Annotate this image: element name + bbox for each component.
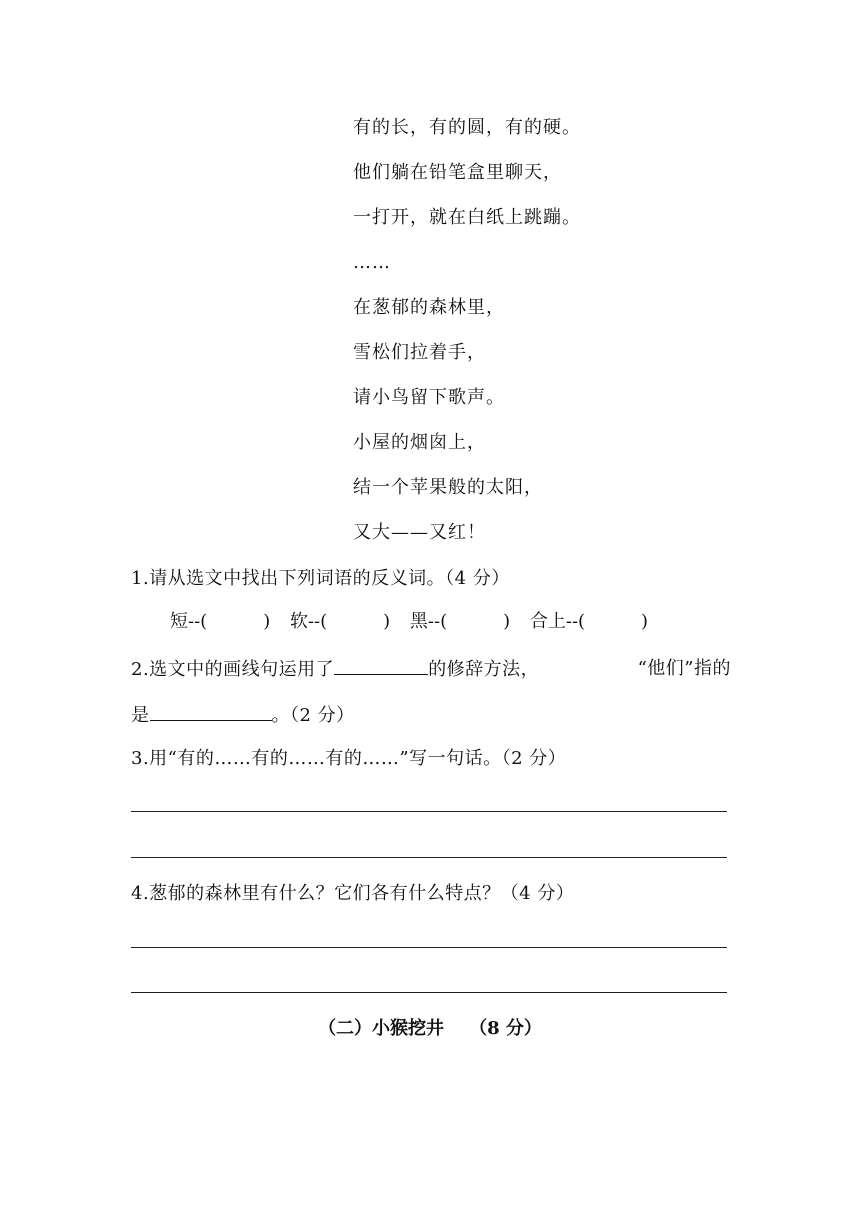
poem-line: …… [353, 252, 391, 273]
poem-line: 小屋的烟囱上， [353, 432, 486, 453]
poem-line: 有的长，有的圆，有的硬。 [353, 117, 581, 138]
antonym-option-soft: 软--( ) [289, 611, 391, 632]
question-1: 1.请从选文中找出下列词语的反义词。（4 分） [131, 568, 510, 589]
poem-line: 请小鸟留下歌声。 [353, 387, 505, 408]
answer-line[interactable] [131, 811, 727, 812]
answer-line[interactable] [131, 992, 727, 993]
question-2-text-b: “他们”指的 [637, 658, 731, 679]
section-heading: （二）小猴挖井 （8 分） [318, 1018, 542, 1039]
question-1-antonym-options [170, 607, 662, 637]
poem-line: 在葱郁的森林里， [353, 297, 505, 318]
poem-line: 一打开，就在白纸上跳蹦。 [353, 207, 581, 228]
poem-excerpt [353, 113, 581, 563]
answer-line[interactable] [131, 947, 727, 948]
poem-line: 结一个苹果般的太阳， [353, 477, 543, 498]
poem-line: 又大——又红！ [353, 522, 486, 543]
question-2-line-1 [131, 654, 731, 685]
rhetoric-answer-blank[interactable] [334, 654, 428, 675]
antonym-option-close: 合上--( ) [529, 611, 649, 632]
question-4: 4.葱郁的森林里有什么？它们各有什么特点？（4 分） [131, 883, 575, 904]
they-refer-answer-blank[interactable] [150, 700, 272, 721]
answer-line[interactable] [131, 857, 727, 858]
poem-line: 雪松们拉着手， [353, 342, 486, 363]
antonym-option-short: 短--( ) [170, 611, 271, 632]
question-2-text-a: 2.选文中的画线句运用了 的修辞方法， [131, 654, 539, 685]
antonym-option-black: 黑--( ) [409, 611, 511, 632]
question-2-line-2: 是 。（2 分） [131, 700, 355, 731]
poem-line: 他们躺在铅笔盒里聊天， [353, 162, 562, 183]
question-3: 3.用“有的……有的……有的……”写一句话。（2 分） [131, 748, 567, 769]
